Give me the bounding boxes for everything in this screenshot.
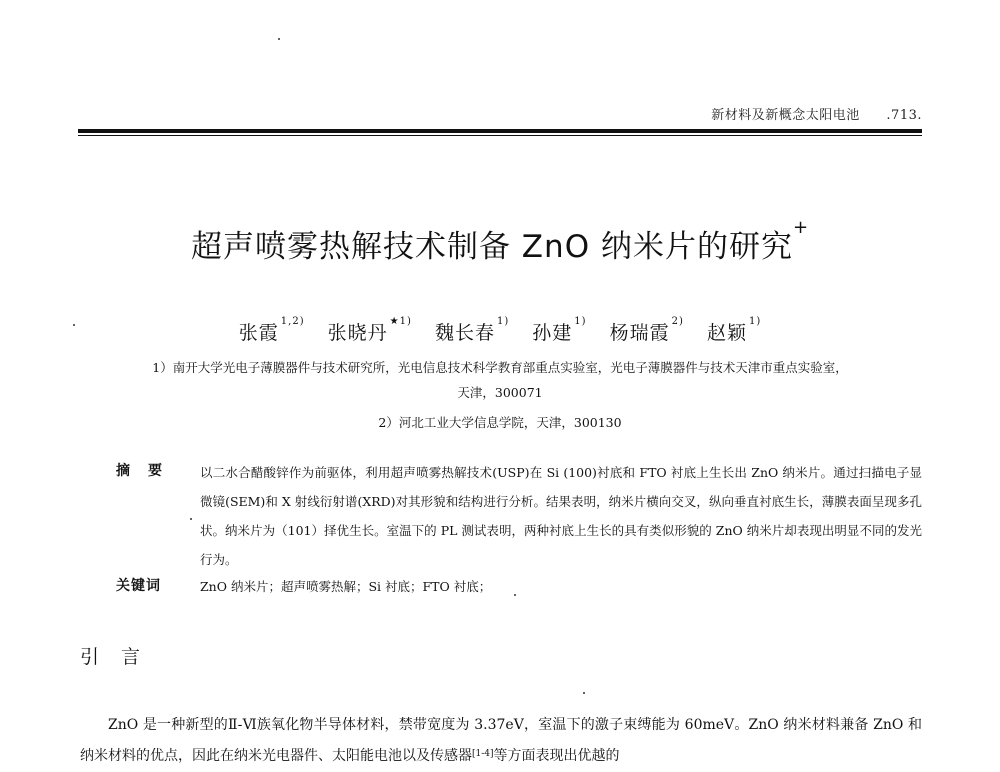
author	[532, 316, 587, 344]
title-footnote-mark: +	[792, 217, 810, 238]
author-affil-mark: ★1)	[389, 316, 412, 327]
author	[238, 316, 305, 344]
body-paragraph	[80, 710, 922, 772]
author-name: 赵颖	[706, 322, 747, 344]
scan-speck	[583, 692, 585, 694]
scan-speck	[73, 324, 75, 326]
header-rule-thin	[78, 135, 922, 136]
author-name: 张霞	[238, 322, 279, 344]
author	[327, 316, 412, 344]
affiliation-line: 1）南开大学光电子薄膜器件与技术研究所，光电信息技术科学教育部重点实验室，光电子薄膜器件与技术天津市重点实验室，	[152, 360, 848, 375]
author-affil-mark: 1,2)	[280, 316, 305, 327]
abstract-text: 以二水合醋酸锌作为前驱体，利用超声喷雾热解技术(USP)在 Si (100)衬底和 FTO 衬底上生长出 ZnO 纳米片。通过扫描电子显微镜(SEM)和 X 射线衍射谱(XRD)对其形貌和结构进行分析。结果表明，纳米片横向交叉，纵向垂直衬底生长，薄膜表面呈现多孔状。纳米片为（101）择优生长。室温下的 PL 测试表明，两种衬底上生长的具有类似形貌的 ZnO 纳米片却表现出明显不同的发光行为。	[200, 465, 922, 567]
author-affil-mark: 2)	[671, 316, 684, 327]
scan-speck	[514, 594, 516, 596]
author-name: 杨瑞霞	[609, 322, 670, 344]
author	[706, 316, 762, 344]
author-name: 魏长春	[434, 322, 495, 344]
scan-speck	[190, 518, 192, 520]
author	[434, 316, 510, 344]
author-affil-mark: 1)	[574, 316, 587, 327]
running-head	[711, 104, 922, 123]
body-text: ZnO 是一种新型的Ⅱ-Ⅵ族氧化物半导体材料，禁带宽度为 3.37eV，室温下的激子束缚能为 60meV。ZnO 纳米材料兼备 ZnO 和纳米材料的优点，因此在纳米光电器件、太阳能电池以及传感器	[80, 717, 922, 764]
citation: [1-4]	[472, 749, 494, 759]
author-name: 张晓丹	[327, 322, 388, 344]
abstract-label: 摘要	[116, 463, 180, 479]
page-number: .713.	[886, 108, 922, 123]
author	[609, 316, 684, 344]
body-text: 等方面表现出优越的	[493, 748, 620, 764]
paper-title-text: 超声喷雾热解技术制备 ZnO 纳米片的研究	[190, 229, 793, 265]
journal-section-title: 新材料及新概念太阳电池	[711, 108, 860, 123]
author-list	[0, 318, 1000, 345]
affiliation-line: 天津，300071	[457, 385, 543, 400]
author-name: 孙建	[532, 322, 573, 344]
keywords-label: 关键词	[116, 578, 161, 594]
paper-title	[0, 217, 1000, 266]
scan-speck	[278, 38, 280, 40]
author-affil-mark: 1)	[496, 316, 510, 327]
author-affil-mark: 1)	[748, 316, 762, 327]
keywords-text: ZnO 纳米片；超声喷雾热解；Si 衬底；FTO 衬底；	[200, 579, 492, 594]
header-rule-thick	[78, 129, 922, 133]
section-heading: 引言	[80, 646, 163, 668]
affiliation-line: 2）河北工业大学信息学院，天津，300130	[378, 415, 622, 430]
